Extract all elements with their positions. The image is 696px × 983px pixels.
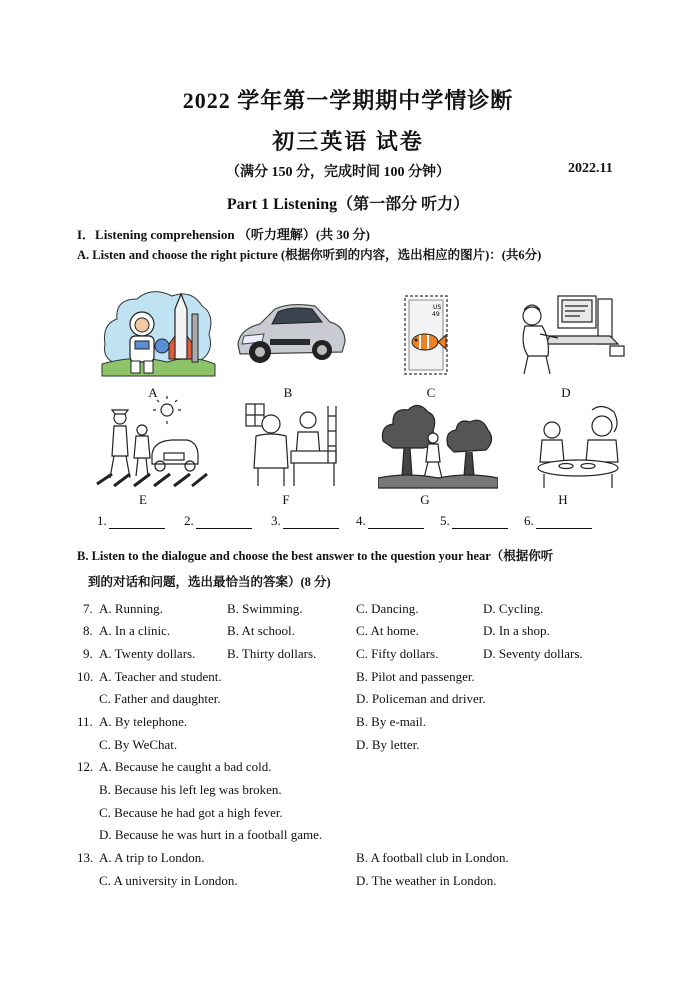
exam-subtitle: 初三英语 试卷 <box>272 129 424 154</box>
question-number: 10. <box>77 669 94 684</box>
option-d[interactable]: D. The weather in London. <box>356 873 497 888</box>
question-number: 9. <box>83 646 93 661</box>
option-a[interactable]: A. Twenty dollars. <box>99 646 196 661</box>
exam-title: 2022 学年第一学期期中学情诊断 <box>182 88 514 113</box>
option-c[interactable]: C. Dancing. <box>356 601 419 616</box>
picture-label: B <box>283 385 293 400</box>
svg-text:49: 49 <box>432 311 440 318</box>
answer-blank-2[interactable]: 2. <box>184 513 252 529</box>
answer-blank-1[interactable]: 1. <box>97 513 165 529</box>
eating-table-icon <box>530 396 650 491</box>
svg-text:US: US <box>433 304 442 311</box>
option-c[interactable]: C. Father and daughter. <box>99 691 221 706</box>
option-a[interactable]: A. In a clinic. <box>99 623 171 638</box>
option-b[interactable]: B. Pilot and passenger. <box>356 669 475 684</box>
option-d[interactable]: D. In a shop. <box>483 623 550 638</box>
walking-trees-icon <box>378 396 498 491</box>
option-a[interactable]: A. A trip to London. <box>99 850 205 865</box>
stamp-icon <box>370 284 490 379</box>
car-icon <box>230 284 350 379</box>
computer-desk-icon <box>510 284 630 379</box>
exam-info: （满分 150 分，完成时间 100 分钟） <box>226 165 450 180</box>
option-b[interactable]: B. Thirty dollars. <box>227 646 317 661</box>
question-number: 7. <box>83 601 93 616</box>
option-d[interactable]: D. Because he was hurt in a football game. <box>99 827 323 842</box>
option-c[interactable]: C. Because he had got a high fever. <box>99 805 283 820</box>
crossing-street-icon <box>92 396 212 491</box>
answer-blank-3[interactable]: 3. <box>271 513 339 529</box>
section-b-heading: B. Listen to the dialogue and choose the best answer to the question your hear（根据你听 <box>77 549 554 563</box>
picture-label: D <box>561 385 571 400</box>
option-c[interactable]: C. By WeChat. <box>99 737 178 752</box>
option-c[interactable]: C. A university in London. <box>99 873 238 888</box>
option-c[interactable]: C. Fifty dollars. <box>356 646 439 661</box>
section-heading: I．Listening comprehension （听力理解）(共 30 分) <box>77 227 370 242</box>
cooking-icon <box>236 396 356 491</box>
option-c[interactable]: C. At home. <box>356 623 419 638</box>
picture-label: A <box>148 385 158 400</box>
answer-blank-5[interactable]: 5. <box>440 513 508 529</box>
part-title: Part 1 Listening（第一部分 听力） <box>226 196 470 213</box>
picture-label: H <box>558 492 568 507</box>
picture-label: E <box>139 492 147 507</box>
option-a[interactable]: A. Running. <box>99 601 163 616</box>
question-number: 11. <box>77 714 93 729</box>
answer-blank-6[interactable]: 6. <box>524 513 592 529</box>
option-d[interactable]: D. Seventy dollars. <box>483 646 583 661</box>
picture-label: C <box>426 385 436 400</box>
option-b[interactable]: B. A football club in London. <box>356 850 509 865</box>
option-d[interactable]: D. Policeman and driver. <box>356 691 486 706</box>
exam-date: 2022.11 <box>568 161 613 176</box>
question-number: 12. <box>77 759 94 774</box>
section-b-heading-cont: 到的对话和问题，选出最恰当的答案）(8 分) <box>88 575 331 589</box>
option-b[interactable]: B. Because his left leg was broken. <box>99 782 282 797</box>
option-a[interactable]: A. Teacher and student. <box>99 669 222 684</box>
option-b[interactable]: B. By e-mail. <box>356 714 427 729</box>
option-b[interactable]: B. Swimming. <box>227 601 303 616</box>
section-a-heading: A. Listen and choose the right picture (根据你听到的内容，选出相应的图片)：(共6分) <box>77 248 542 262</box>
picture-label: F <box>282 492 290 507</box>
question-number: 8. <box>83 623 93 638</box>
astronaut-icon <box>97 284 217 379</box>
option-a[interactable]: A. By telephone. <box>99 714 188 729</box>
question-number: 13. <box>77 850 94 865</box>
picture-label: G <box>420 492 430 507</box>
option-d[interactable]: D. By letter. <box>356 737 420 752</box>
option-d[interactable]: D. Cycling. <box>483 601 544 616</box>
option-a[interactable]: A. Because he caught a bad cold. <box>99 759 272 774</box>
option-b[interactable]: B. At school. <box>227 623 295 638</box>
answer-blank-4[interactable]: 4. <box>356 513 424 529</box>
